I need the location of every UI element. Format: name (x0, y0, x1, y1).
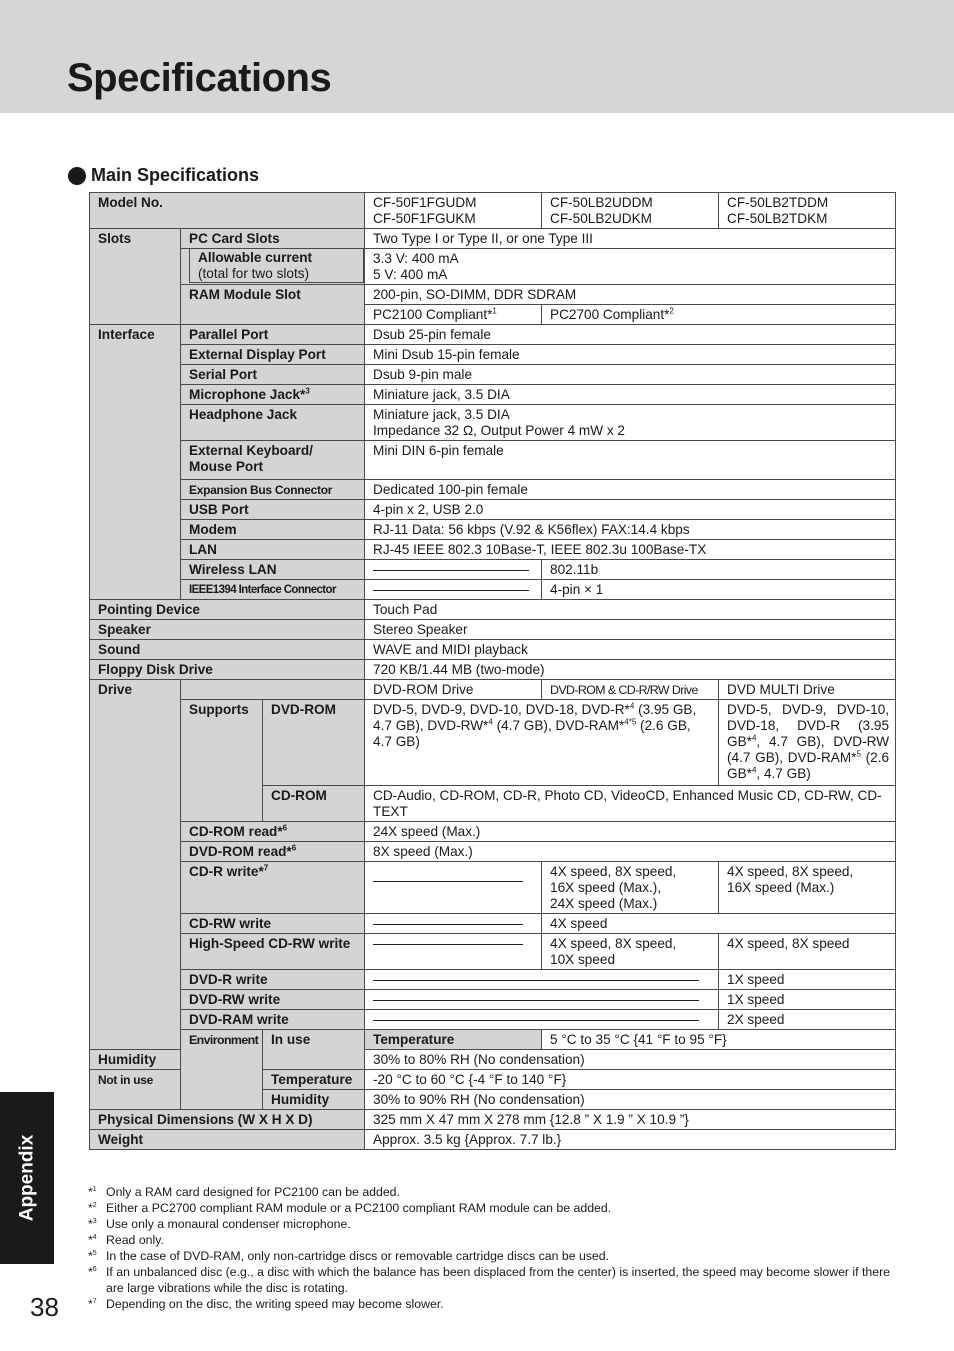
section-title: Main Specifications (91, 165, 260, 185)
allowable-current-value: 3.3 V: 400 mA 5 V: 400 mA (365, 249, 896, 285)
keyboard-port-value: Mini DIN 6-pin female (365, 441, 896, 480)
table-row (90, 1030, 896, 1050)
cd-rw-write-label: CD-RW write (181, 914, 365, 934)
page-title: Specifications (67, 56, 332, 100)
hs-cd-rw-write-col3: 4X speed, 8X speed (719, 934, 896, 970)
footnote: *$^2$ Either a PC2700 compliant RAM module or a PC2100 compliant RAM module can be added. (88, 1201, 612, 1215)
ram-slot-value: 200-pin, SO-DIMM, DDR SDRAM (365, 285, 896, 305)
allowable-current-sublabel: (total for two slots) (198, 266, 310, 281)
display-port-label: External Display Port (181, 345, 365, 365)
table-row (90, 680, 896, 700)
cd-r-write-col3: 4X speed, 8X speed, 16X speed (Max.) (719, 862, 896, 914)
table-row (90, 480, 896, 500)
model-col2: CF-50LB2UDDM CF-50LB2UDKM (542, 193, 719, 229)
table-row (90, 325, 896, 345)
headphone-jack-label: Headphone Jack (181, 405, 365, 441)
table-row (90, 862, 896, 914)
lan-value: RJ-45 IEEE 802.3 10Base-T, IEEE 802.3u 100Base-TX (365, 540, 896, 560)
allowable-current-box (189, 248, 364, 283)
table-row (90, 520, 896, 540)
serial-port-value: Dsub 9-pin male (365, 365, 896, 385)
not-available-dash (365, 862, 542, 914)
pc2100-value: PC2100 Compliant*$^1$ (365, 305, 542, 325)
ieee1394-value: 4-pin × 1 (542, 580, 896, 600)
parallel-port-label: Parallel Port (181, 325, 365, 345)
table-row (90, 249, 896, 285)
dimensions-label: Physical Dimensions (W X H X D) (90, 1110, 365, 1130)
allowable-current-label: Allowable current (198, 250, 313, 265)
footnote: *$^4$ Read only. (88, 1233, 164, 1247)
slots-label: Slots (90, 229, 181, 325)
serial-port-label: Serial Port (181, 365, 365, 385)
table-row (90, 405, 896, 441)
table-row (90, 934, 896, 970)
not-available-dash (365, 970, 719, 990)
cd-rom-read-label: CD-ROM read*$^6$ (181, 822, 365, 842)
table-row (90, 285, 896, 305)
table-row (90, 441, 896, 480)
pointing-device-value: Touch Pad (365, 600, 896, 620)
sound-label: Sound (90, 640, 365, 660)
pc-card-label: PC Card Slots (181, 229, 365, 249)
cd-rw-write-value: 4X speed (542, 914, 896, 934)
in-use-temperature-value: 5 °C to 35 °C {41 °F to 95 °F} (542, 1030, 896, 1050)
interface-label: Interface (90, 325, 181, 600)
cd-r-write-label: CD-R write*$^7$ (181, 862, 365, 914)
modem-label: Modem (181, 520, 365, 540)
environment-label: Environment (181, 1030, 263, 1110)
in-use-humidity-value: 30% to 80% RH (No condensation) (365, 1050, 896, 1070)
weight-label: Weight (90, 1130, 365, 1150)
cd-rom-support-label: CD-ROM (263, 786, 365, 822)
parallel-port-value: Dsub 25-pin female (365, 325, 896, 345)
hs-cd-rw-write-col2: 4X speed, 8X speed, 10X speed (542, 934, 719, 970)
supports-label: Supports (181, 700, 263, 822)
appendix-side-label: Appendix (16, 1134, 37, 1222)
footnote: *$^1$ Only a RAM card designed for PC2100 can be added. (88, 1185, 400, 1199)
drive-col1: DVD-ROM Drive (365, 680, 542, 700)
not-in-use-temperature-value: -20 °C to 60 °C {-4 °F to 140 °F} (365, 1070, 896, 1090)
pc-card-value: Two Type I or Type II, or one Type III (365, 229, 896, 249)
footnote: *$^6$ If an unbalanced disc (e.g., a disc with which the balance has been displaced from the center) is inserted, the speed may become slower if there are large vibrations while the disc is rotating. (88, 1265, 891, 1295)
table-row (90, 842, 896, 862)
table-row (90, 560, 896, 580)
hs-cd-rw-write-label: High-Speed CD-RW write (181, 934, 365, 970)
table-row (90, 229, 896, 249)
drive-label: Drive (90, 680, 181, 1050)
model-label: Model No. (90, 193, 365, 229)
table-row (90, 193, 896, 229)
speaker-label: Speaker (90, 620, 365, 640)
table-row (90, 620, 896, 640)
usb-port-label: USB Port (181, 500, 365, 520)
dvd-rw-write-value: 1X speed (719, 990, 896, 1010)
table-row (90, 914, 896, 934)
section-heading (68, 165, 259, 186)
drive-header-blank (181, 680, 365, 700)
in-use-humidity-label: Humidity (90, 1050, 181, 1070)
table-row (90, 500, 896, 520)
wireless-lan-value: 802.11b (542, 560, 896, 580)
table-row (90, 970, 896, 990)
table-row (90, 1010, 896, 1030)
microphone-jack-value: Miniature jack, 3.5 DIA (365, 385, 896, 405)
model-col3: CF-50LB2TDDM CF-50LB2TDKM (719, 193, 896, 229)
sound-value: WAVE and MIDI playback (365, 640, 896, 660)
footnote: *$^5$ In the case of DVD-RAM, only non-cartridge discs or removable cartridge discs can be used. (88, 1249, 610, 1263)
drive-col2: DVD-ROM & CD-R/RW Drive (542, 680, 719, 700)
table-row (90, 660, 896, 680)
not-available-dash (365, 580, 542, 600)
footnotes (88, 1184, 900, 1312)
cd-r-write-col2: 4X speed, 8X speed, 16X speed (Max.), 24X speed (Max.) (542, 862, 719, 914)
ieee1394-label: IEEE1394 Interface Connector (181, 580, 365, 600)
headphone-jack-value: Miniature jack, 3.5 DIA Impedance 32 Ω, Output Power 4 mW x 2 (365, 405, 896, 441)
microphone-jack-label: Microphone Jack*$^3$ (181, 385, 365, 405)
dvd-rom-support-value: DVD-5, DVD-9, DVD-10, DVD-18, DVD-R*$^4$ (3.95 GB, 4.7 GB), DVD-RW*$^4$ (4.7 GB), DVD-RAM*$^{4*5}$ (2.6 GB, 4.7 GB) (365, 700, 719, 786)
in-use-label: In use (263, 1030, 365, 1070)
bullet-icon (68, 167, 86, 185)
table-row (90, 540, 896, 560)
not-in-use-humidity-value: 30% to 90% RH (No condensation) (365, 1090, 896, 1110)
floppy-value: 720 KB/1.44 MB (two-mode) (365, 660, 896, 680)
footnote: *$^3$ Use only a monaural condenser microphone. (88, 1217, 351, 1231)
ram-slot-label: RAM Module Slot (181, 285, 365, 325)
not-available-dash (365, 934, 542, 970)
cd-rom-support-value: CD-Audio, CD-ROM, CD-R, Photo CD, VideoCD, Enhanced Music CD, CD-RW, CD-TEXT (365, 786, 896, 822)
not-in-use-humidity-label: Humidity (263, 1090, 365, 1110)
specifications-table (89, 192, 896, 1150)
pointing-device-label: Pointing Device (90, 600, 365, 620)
table-row (90, 990, 896, 1010)
dvd-rw-write-label: DVD-RW write (181, 990, 365, 1010)
table-row (90, 345, 896, 365)
dvd-rom-read-label: DVD-ROM read*$^6$ (181, 842, 365, 862)
table-row (90, 640, 896, 660)
weight-value: Approx. 3.5 kg {Approx. 7.7 lb.} (365, 1130, 896, 1150)
not-available-dash (365, 560, 542, 580)
allowable-current-cell (181, 249, 365, 285)
footnote: *$^7$ Depending on the disc, the writing speed may become slower. (88, 1297, 444, 1311)
in-use-temperature-label: Temperature (365, 1030, 542, 1050)
floppy-label: Floppy Disk Drive (90, 660, 365, 680)
lan-label: LAN (181, 540, 365, 560)
table-row (90, 1130, 896, 1150)
usb-port-value: 4-pin x 2, USB 2.0 (365, 500, 896, 520)
page-number: 38 (30, 1292, 59, 1322)
table-row (90, 1110, 896, 1130)
table-row (90, 385, 896, 405)
not-in-use-label: Not in use (90, 1070, 181, 1110)
table-row (90, 600, 896, 620)
dvd-rom-read-value: 8X speed (Max.) (365, 842, 896, 862)
display-port-value: Mini Dsub 15-pin female (365, 345, 896, 365)
dvd-rom-support-label: DVD-ROM (263, 700, 365, 786)
dvd-r-write-label: DVD-R write (181, 970, 365, 990)
modem-value: RJ-11 Data: 56 kbps (V.92 & K56flex) FAX:14.4 kbps (365, 520, 896, 540)
expansion-bus-value: Dedicated 100-pin female (365, 480, 896, 500)
speaker-value: Stereo Speaker (365, 620, 896, 640)
not-in-use-temperature-label: Temperature (263, 1070, 365, 1090)
keyboard-port-label: External Keyboard/ Mouse Port (181, 441, 365, 480)
not-available-dash (365, 1010, 719, 1030)
cd-rom-read-value: 24X speed (Max.) (365, 822, 896, 842)
dvd-r-write-value: 1X speed (719, 970, 896, 990)
not-available-dash (365, 914, 542, 934)
table-row (90, 365, 896, 385)
drive-col3: DVD MULTI Drive (719, 680, 896, 700)
table-row (90, 580, 896, 600)
dimensions-value: 325 mm X 47 mm X 278 mm {12.8 ” X 1.9 ” X 10.9 ”} (365, 1110, 896, 1130)
expansion-bus-label: Expansion Bus Connector (181, 480, 365, 500)
dvd-ram-write-value: 2X speed (719, 1010, 896, 1030)
table-row (90, 822, 896, 842)
dvd-ram-write-label: DVD-RAM write (181, 1010, 365, 1030)
table-row (90, 700, 896, 786)
model-col1: CF-50F1FGUDM CF-50F1FGUKM (365, 193, 542, 229)
not-available-dash (365, 990, 719, 1010)
dvd-rom-support-value-multi: DVD-5, DVD-9, DVD-10, DVD-18, DVD-R (3.95 GB*$^4$, 4.7 GB), DVD-RW (4.7 GB), DVD-RAM*$^5$ (2.6 GB*$^4$, 4.7 GB) (719, 700, 896, 786)
wireless-lan-label: Wireless LAN (181, 560, 365, 580)
pc2700-value: PC2700 Compliant*$^2$ (542, 305, 896, 325)
